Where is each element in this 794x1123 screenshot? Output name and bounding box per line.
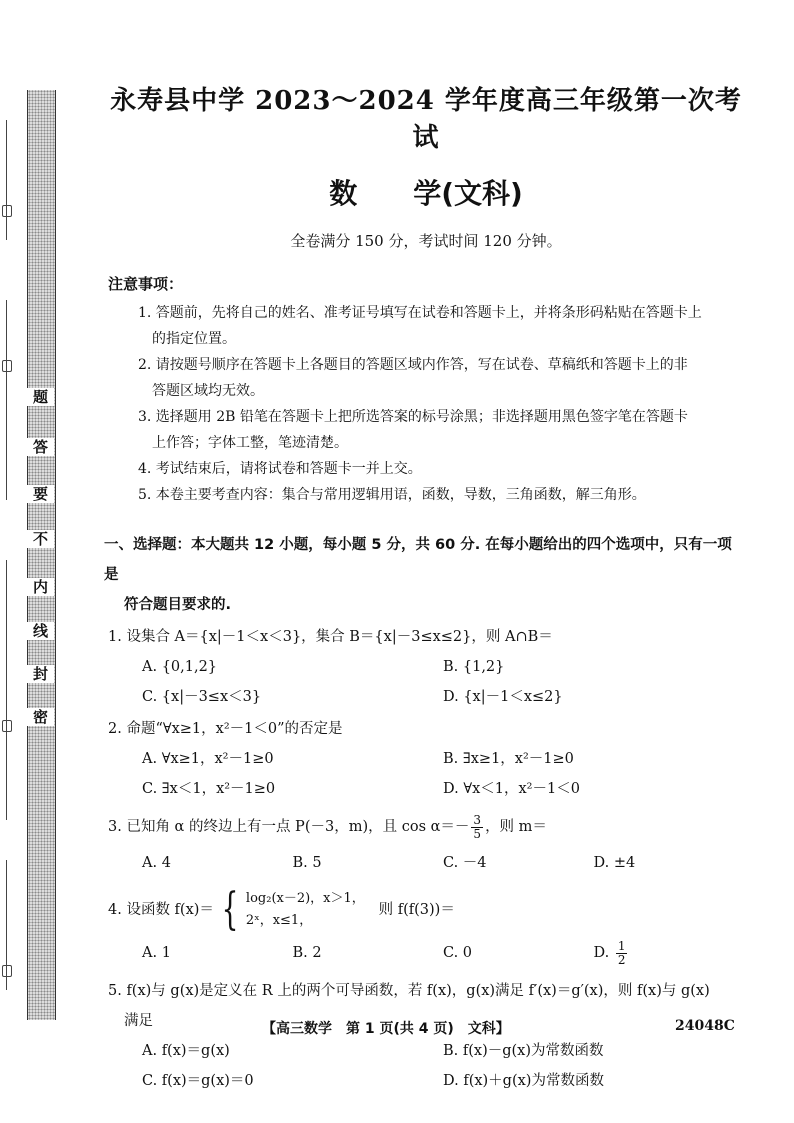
- question-5-stem-line: 5. f(x)与 g(x)是定义在 R 上的两个可导函数，若 f(x)，g(x)满足 f′(x)＝g′(x)，则 f(x)与 g(x): [108, 983, 710, 999]
- section-heading-line: 符合题目要求的.: [124, 597, 232, 613]
- subject-title: [108, 172, 744, 212]
- note-line: 上作答；字体工整，笔迹清楚。: [152, 435, 348, 451]
- fraction-denominator: 5: [473, 826, 482, 841]
- fraction: [616, 940, 628, 967]
- edge-line-low: [6, 560, 7, 820]
- note-line: 1. 答题前，先将自己的姓名、准考证号填写在试卷和答题卡上，并将条形码粘贴在答题卡上: [138, 305, 702, 321]
- note-line: 的指定位置。: [152, 331, 236, 347]
- option-b: B. {1,2}: [443, 659, 505, 675]
- option-b: B. f(x)－g(x)为常数函数: [443, 1043, 604, 1059]
- question-4-stem: [108, 884, 744, 935]
- note-line: 答题区域均无效。: [152, 383, 264, 399]
- question-2-options: [108, 744, 744, 804]
- option-c: C. ∃x＜1，x²－1≥0: [142, 781, 276, 797]
- option-d-prefix: D.: [593, 945, 610, 961]
- exam-title: 永寿县中学 2023～2024 学年度高三年级第一次考试: [110, 86, 742, 153]
- binding-char: 要: [27, 485, 54, 503]
- option-b: B. 5: [292, 855, 322, 871]
- question-1-options: [108, 652, 744, 712]
- note-line: 4. 考试结束后，请将试卷和答题卡一并上交。: [138, 461, 422, 477]
- option-d: D. ∀x＜1，x²－1＜0: [443, 781, 580, 797]
- fraction: [471, 814, 483, 841]
- question-4-options: [108, 938, 744, 968]
- footer-page-info: 【高三数学 第 1 页(共 4 页) 文科】: [262, 1021, 510, 1037]
- option-a: A. f(x)＝g(x): [142, 1043, 230, 1059]
- binding-char: 内: [27, 578, 54, 596]
- piecewise-case-1: log₂(x－2)，x＞1，: [245, 891, 365, 906]
- subject-part1: 数: [329, 177, 358, 210]
- question-4-stem-a: 4. 设函数 f(x)＝: [108, 902, 214, 918]
- question-3-options: [108, 848, 744, 878]
- option-b: B. 2: [292, 945, 322, 961]
- option-d: [594, 938, 745, 968]
- option-d: D. {x|－1＜x≤2}: [443, 689, 563, 705]
- binding-char: 密: [27, 708, 54, 726]
- binding-strip: [27, 90, 56, 1020]
- fraction-numerator: 3: [473, 812, 482, 827]
- binding-char: 线: [27, 622, 54, 640]
- option-c: C. {x|－3≤x＜3}: [142, 689, 262, 705]
- question-2-stem: 2. 命题“∀x≥1，x²－1＜0”的否定是: [108, 721, 343, 737]
- option-a: A. 4: [142, 855, 171, 871]
- binding-char: 封: [27, 665, 54, 683]
- brace: {: [221, 884, 239, 935]
- edge-mark: [2, 720, 12, 732]
- binding-char: 题: [27, 388, 54, 406]
- note-line: 3. 选择题用 2B 铅笔在答题卡上把所选答案的标号涂黑；非选择题用黑色签字笔在答题卡: [138, 409, 688, 425]
- question-5-stem-line: 满足: [124, 1013, 153, 1029]
- section-heading-line: 一、选择题：本大题共 12 小题，每小题 5 分，共 60 分. 在每小题给出的四个选项中，只有一项是: [104, 537, 732, 583]
- binding-char: 答: [27, 438, 54, 456]
- question-3-stem: [108, 812, 744, 842]
- edge-line-mid: [6, 300, 7, 500]
- option-b: B. ∃x≥1，x²－1≥0: [443, 751, 574, 767]
- edge-mark: [2, 965, 12, 977]
- note-line: 5. 本卷主要考查内容：集合与常用逻辑用语，函数，导数，三角函数，解三角形。: [138, 487, 646, 503]
- option-d: D. ±4: [593, 855, 636, 871]
- option-a: A. {0,1,2}: [142, 659, 218, 675]
- fraction-numerator: 1: [617, 938, 626, 953]
- option-c: C. f(x)＝g(x)＝0: [142, 1073, 254, 1089]
- question-3-stem-a: 3. 已知角 α 的终边上有一点 P(－3，m)，且 cos α＝－: [108, 819, 470, 835]
- edge-line-top: [6, 120, 7, 240]
- section-heading: [104, 530, 744, 620]
- option-c: C. －4: [443, 855, 487, 871]
- binding-char: 不: [27, 530, 54, 548]
- notes-list: [108, 300, 744, 508]
- piecewise-function: [214, 884, 365, 935]
- question-3-stem-b: ，则 m＝: [485, 819, 547, 835]
- question-5-options: [108, 1036, 744, 1096]
- edge-mark: [2, 205, 12, 217]
- fraction-denominator: 2: [617, 952, 626, 967]
- notes-title: 注意事项：: [108, 275, 184, 293]
- option-a: A. ∀x≥1，x²－1≥0: [142, 751, 274, 767]
- exam-content: [104, 80, 744, 1096]
- question-4-stem-b: 则 f(f(3))＝: [378, 902, 455, 918]
- note-line: 2. 请按题号顺序在答题卡上各题目的答题区域内作答，写在试卷、草稿纸和答题卡上的非: [138, 357, 688, 373]
- edge-mark: [2, 360, 12, 372]
- footer-code: 24048C: [675, 1018, 735, 1034]
- question-1-stem: 1. 设集合 A＝{x|－1＜x＜3}，集合 B＝{x|－3≤x≤2}，则 A∩B＝: [108, 629, 553, 645]
- piecewise-case-2: 2ˣ，x≤1，: [245, 913, 313, 928]
- option-a: A. 1: [142, 945, 171, 961]
- exam-meta: 全卷满分 150 分，考试时间 120 分钟。: [290, 232, 562, 250]
- subject-part2: 学(文科): [413, 177, 523, 210]
- option-c: C. 0: [443, 945, 473, 961]
- option-d: D. f(x)＋g(x)为常数函数: [443, 1073, 604, 1089]
